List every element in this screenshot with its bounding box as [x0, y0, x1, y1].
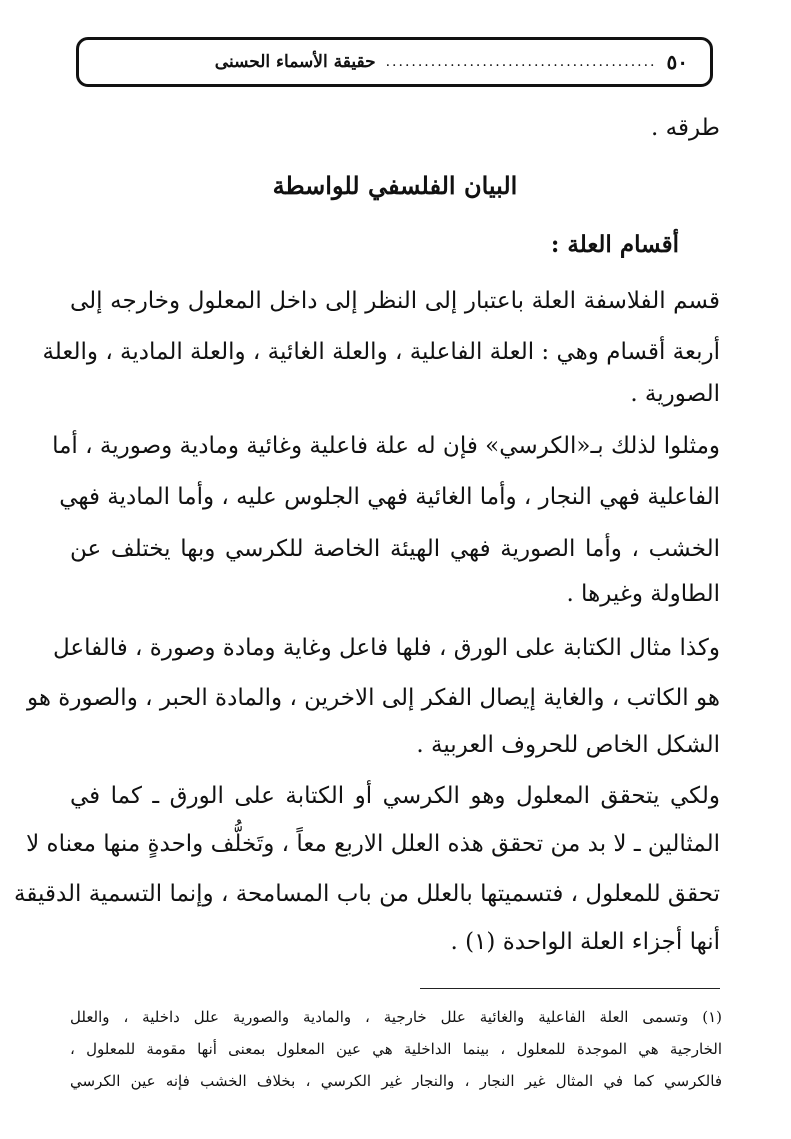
text-line: الصورية .	[630, 381, 720, 407]
footnote-separator	[420, 988, 720, 989]
page-header	[76, 37, 713, 87]
text-line: الشكل الخاص للحروف العربية .	[416, 732, 720, 758]
footnote-line: الخارجية هي الموجدة للمعلول ، بينما الداخلية هي عين المعلول بمعنى أنها مقومة للمعلول ،	[70, 1040, 722, 1058]
footnote-line: (١) وتسمى العلة الفاعلية والغائية علل خارجية ، والمادية والصورية علل داخلية ، والعلل	[70, 1008, 722, 1026]
page-number: ٥٠	[666, 50, 688, 74]
header-leader-dots: ..........................................	[385, 54, 657, 70]
text-line: أربعة أقسام وهي : العلة الفاعلية ، والعلة الغائية ، والعلة المادية ، والعلة	[42, 339, 720, 365]
text-line: الفاعلية فهي النجار ، وأما الغائية فهي الجلوس عليه ، وأما المادية فهي	[59, 484, 720, 510]
text-line: أنها أجزاء العلة الواحدة (١) .	[450, 929, 720, 955]
book-title: حقيقة الأسماء الحسنى	[214, 52, 376, 72]
subsection-heading: أقسام العلة :	[550, 231, 679, 258]
text-line: ولكي يتحقق المعلول وهو الكرسي أو الكتابة على الورق ـ كما في	[70, 783, 720, 809]
text-line: وكذا مثال الكتابة على الورق ، فلها فاعل وغاية ومادة وصورة ، فالفاعل	[52, 635, 720, 661]
text-line: تحقق للمعلول ، فتسميتها بالعلل من باب المسامحة ، وإنما التسمية الدقيقة	[14, 881, 720, 907]
section-heading: البيان الفلسفي للواسطة	[272, 171, 518, 200]
text-line: المثالين ـ لا بد من تحقق هذه العلل الاربع معاً ، وتَخلُّف واحدةٍ منها معناه لا	[26, 831, 720, 857]
text-line: الطاولة وغيرها .	[566, 581, 720, 607]
text-line: قسم الفلاسفة العلة باعتبار إلى النظر إلى داخل المعلول وخارجه إلى	[70, 288, 720, 314]
text-line: هو الكاتب ، والغاية إيصال الفكر إلى الاخرين ، والمادة الحبر ، والصورة هو	[26, 685, 720, 711]
text-line: ومثلوا لذلك بـ«الكرسي» فإن له علة فاعلية وغائية ومادية وصورية ، أما	[52, 433, 720, 459]
text-line: الخشب ، وأما الصورية فهي الهيئة الخاصة للكرسي وبها يختلف عن	[70, 536, 720, 562]
footnote-line: فالكرسي كما في المثال غير النجار ، والنجار غير الكرسي ، بخلاف الخشب فإنه عين الكرسي	[70, 1072, 722, 1090]
text-line: طرقه .	[651, 115, 720, 141]
